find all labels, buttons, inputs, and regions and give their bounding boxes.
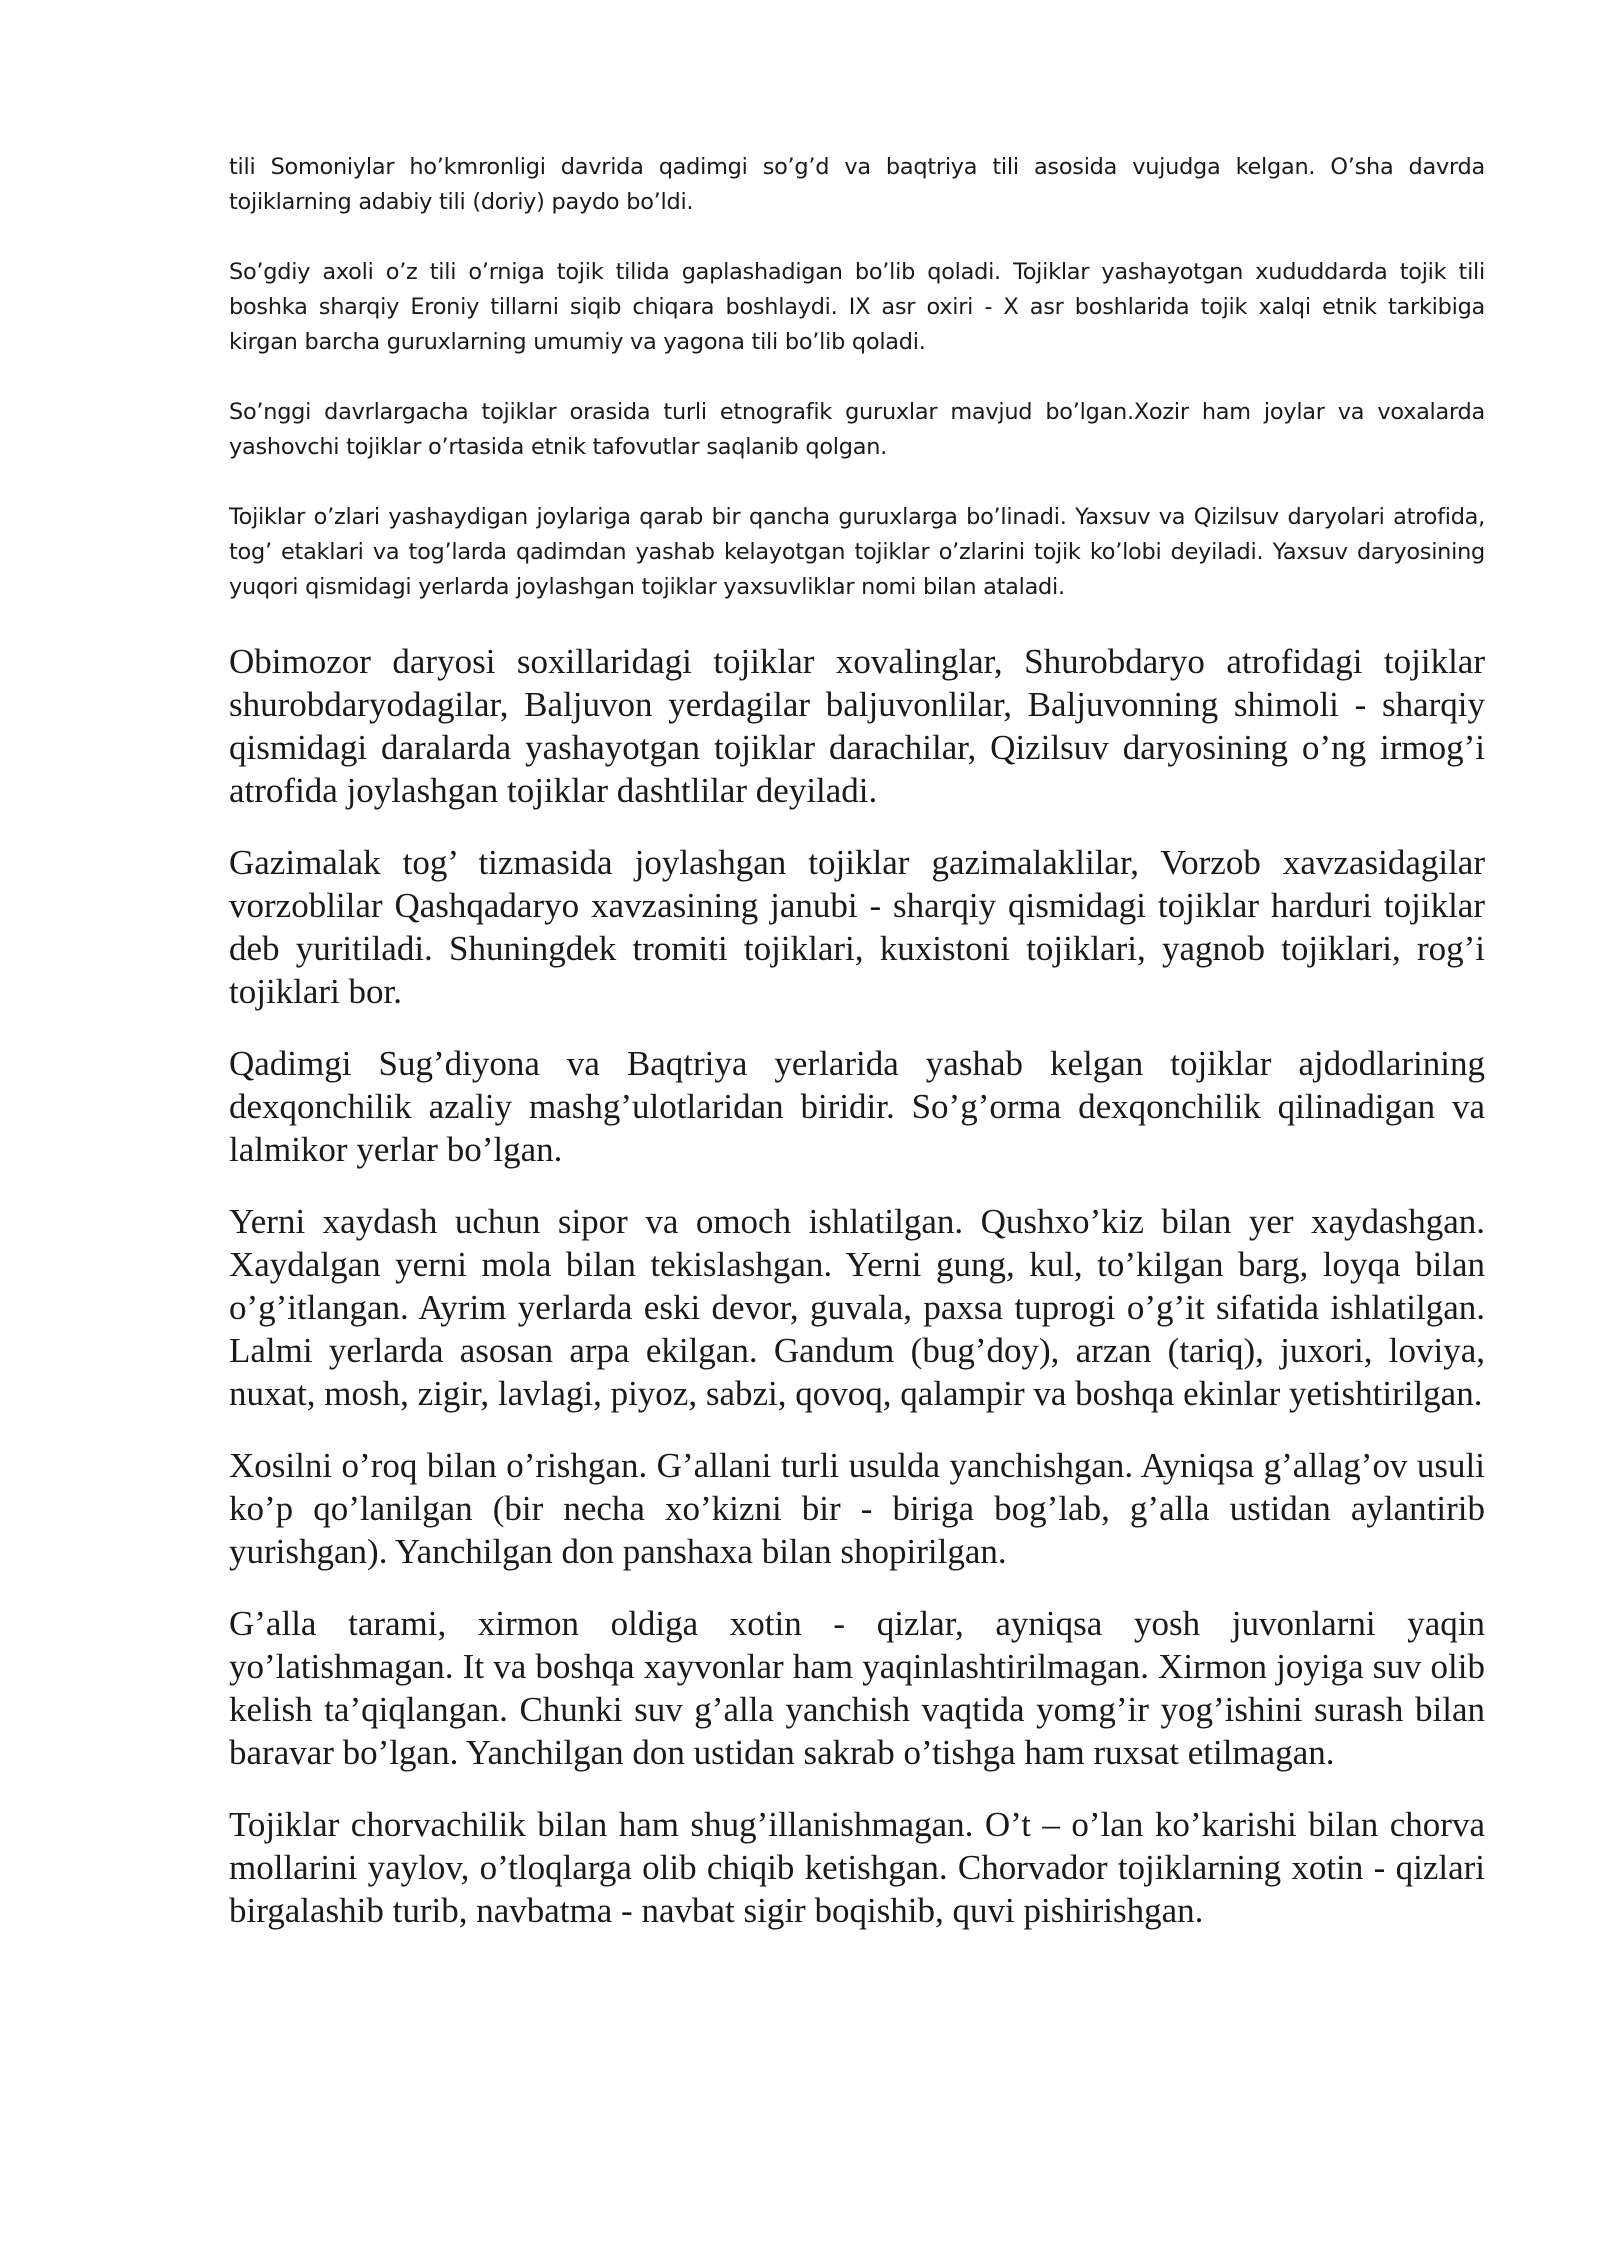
- paragraph-large-4: Yerni xaydash uchun sipor va omoch ishlatilgan. Qushxo’kiz bilan yer xaydashgan. Xaydalgan yerni mola bilan tekislashgan. Yerni gung, kul, to’kilgan barg, loyqa bilan o’g’itlangan. Ayrim yerlarda eski devor, guvala, paxsa tuprogi o’g’it sifatida ishlatilgan. Lalmi yerlarda asosan arpa ekilgan. Gandum (bug’doy), arzan (tariq), juxori, loviya, nuxat, mosh, zigir, lavlagi, piyoz, sabzi, qovoq, qalampir va boshqa ekinlar yetishtirilgan.: [229, 1202, 1485, 1413]
- paragraph-small-1: tili Somoniylar ho’kmronligi davrida qadimgi so’g’d va baqtriya tili asosida vujudga kelgan. O’sha davrda tojiklarning adabiy tili (doriy) paydo bo’ldi.: [229, 154, 1485, 215]
- paragraph-large-1: Obimozor daryosi soxillaridagi tojiklar xovalinglar, Shurobdaryo atrofidagi tojiklar shurobdaryodagilar, Baljuvon yerdagilar baljuvonlilar, Baljuvonning shimoli - sharqiy qismidagi daralarda yashayotgan tojiklar darachilar, Qizilsuv daryosining o’ng irmog’i atrofida joylashgan tojiklar dashtlilar deyiladi.: [229, 642, 1485, 810]
- paragraph-large-6: G’alla tarami, xirmon oldiga xotin - qizlar, ayniqsa yosh juvonlarni yaqin yo’latishmagan. It va boshqa xayvonlar ham yaqinlashtirilmagan. Xirmon joyiga suv olib kelish ta’qiqlangan. Chunki suv g’alla yanchish vaqtida yomg’ir yog’ishini surash bilan baravar bo’lgan. Yanchilgan don ustidan sakrab o’tishga ham ruxsat etilmagan.: [229, 1604, 1485, 1772]
- paragraph-large-7: Tojiklar chorvachilik bilan ham shug’illanishmagan. O’t – o’lan ko’karishi bilan chorva mollarini yaylov, o’tloqlarga olib chiqib ketishgan. Chorvador tojiklarning xotin - qizlari birgalashib turib, navbatma - navbat sigir boqishib, quvi pishirishgan.: [229, 1805, 1485, 1930]
- paragraph-small-4: Tojiklar o’zlari yashaydigan joylariga qarab bir qancha guruxlarga bo’linadi. Yaxsuv va Qizilsuv daryolari atrofida, tog’ etaklari va tog’larda qadimdan yashab kelayotgan tojiklar o’zlarini tojik ko’lobi deyiladi. Yaxsuv daryosining yuqori qismidagi yerlarda joylashgan tojiklar yaxsuvliklar nomi bilan ataladi.: [229, 504, 1485, 600]
- paragraph-small-3: So’nggi davrlargacha tojiklar orasida turli etnografik guruxlar mavjud bo’lgan.Xozir ham joylar va voxalarda yashovchi tojiklar o’rtasida etnik tafovutlar saqlanib qolgan.: [229, 399, 1485, 460]
- paragraph-large-2: Gazimalak tog’ tizmasida joylashgan tojiklar gazimalaklilar, Vorzob xavzasidagilar vorzoblilar Qashqadaryo xavzasining janubi - sharqiy qismidagi tojiklar harduri tojiklar deb yuritiladi. Shuningdek tromiti tojiklari, kuxistoni tojiklari, yagnob tojiklari, rog’i tojiklari bor.: [229, 843, 1485, 1011]
- paragraph-large-3: Qadimgi Sug’diyona va Baqtriya yerlarida yashab kelgan tojiklar ajdodlarining dexqonchilik azaliy mashg’ulotlaridan biridir. So’g’orma dexqonchilik qilinadigan va lalmikor yerlar bo’lgan.: [229, 1044, 1485, 1169]
- paragraph-small-2: So’gdiy axoli o’z tili o’rniga tojik tilida gaplashadigan bo’lib qoladi. Tojiklar yashayotgan xududdarda tojik tili boshka sharqiy Eroniy tillarni siqib chiqara boshlaydi. IX asr oxiri - X asr boshlarida tojik xalqi etnik tarkibiga kirgan barcha guruxlarning umumiy va yagona tili bo’lib qoladi.: [229, 259, 1485, 355]
- document-page: [229, 150, 1485, 1961]
- paragraph-large-5: Xosilni o’roq bilan o’rishgan. G’allani turli usulda yanchishgan. Ayniqsa g’allag’ov usuli ko’p qo’lanilgan (bir necha xo’kizni bir - biriga bog’lab, g’alla ustidan aylantirib yurishgan). Yanchilgan don panshaxa bilan shopirilgan.: [229, 1446, 1485, 1571]
